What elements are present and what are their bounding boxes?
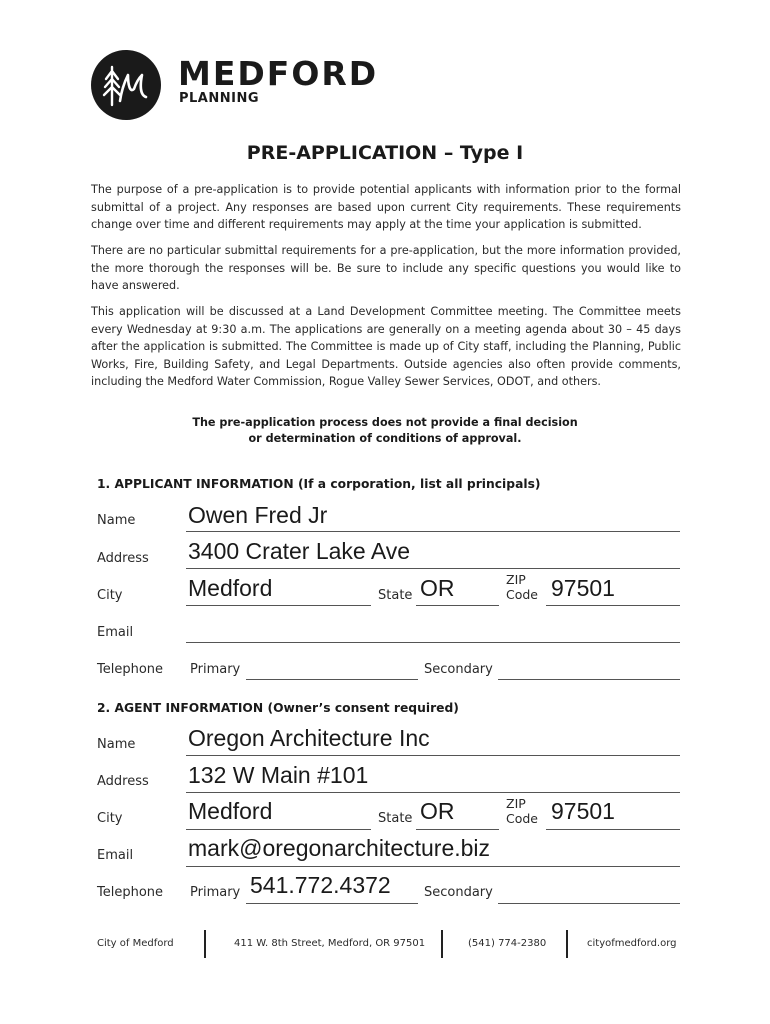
- agent-telephone-label: Telephone: [97, 885, 164, 900]
- agent-address-field[interactable]: [186, 792, 680, 793]
- tree-logo-icon: [90, 49, 162, 121]
- applicant-email-label: Email: [97, 625, 134, 640]
- agent-address-value: 132 W Main #101: [188, 762, 369, 788]
- agent-city-label: City: [97, 811, 123, 826]
- agent-email-label: Email: [97, 848, 134, 863]
- logo-subtitle: PLANNING: [179, 91, 260, 106]
- applicant-secondary-phone-field[interactable]: [498, 679, 680, 680]
- intro-paragraph: The purpose of a pre-application is to provide potential applicants with information prior to the formal submittal of a project. Any responses are based upon current City requirements. These requirements change over time and different requirements may apply at the time your application is submitted.: [91, 183, 681, 232]
- applicant-address-label: Address: [97, 551, 149, 566]
- applicant-zip-value: 97501: [551, 575, 615, 601]
- applicant-city-value: Medford: [188, 575, 273, 601]
- footer-org: City of Medford: [97, 938, 174, 949]
- agent-secondary-phone-field[interactable]: [498, 903, 680, 904]
- applicant-primary-phone-field[interactable]: [246, 679, 418, 680]
- agent-zip-value: 97501: [551, 798, 615, 824]
- zip-label-line2: Code: [506, 587, 539, 602]
- agent-city-field[interactable]: [186, 829, 371, 830]
- committee-paragraph: This application will be discussed at a Land Development Committee meeting. The Committee meets every Wednesday at 9:30 a.m. The applications are generally on a meeting agenda about 30 – 45 days after the application is submitted. The Committee is made up of City staff, including the Planning, Public Works, Fire, Building Safety, and Legal Departments. Outside agencies also often provide comments, including the Medford Water Commission, Rogue Valley Sewer Services, ODOT, and others.: [91, 305, 681, 389]
- footer-phone: (541) 774-2380: [468, 938, 547, 949]
- agent-secondary-label: Secondary: [424, 885, 493, 900]
- applicant-name-value: Owen Fred Jr: [188, 502, 328, 528]
- footer-website[interactable]: cityofmedford.org: [587, 938, 677, 949]
- applicant-section-heading: 1. APPLICANT INFORMATION (If a corporation, list all principals): [97, 477, 541, 491]
- agent-name-value: Oregon Architecture Inc: [188, 725, 430, 751]
- footer-address: 411 W. 8th Street, Medford, OR 97501: [234, 938, 426, 949]
- applicant-secondary-label: Secondary: [424, 662, 493, 677]
- agent-state-value: OR: [420, 798, 455, 824]
- requirements-paragraph: There are no particular submittal requirements for a pre-application, but the more information provided, the more thorough the responses will be. Be sure to include any specific questions you would like to have answered.: [91, 244, 681, 293]
- agent-state-label: State: [378, 811, 413, 826]
- agent-zip-field[interactable]: [546, 829, 680, 830]
- applicant-name-label: Name: [97, 513, 136, 528]
- agent-primary-label: Primary: [190, 885, 241, 900]
- applicant-email-field[interactable]: [186, 642, 680, 643]
- applicant-zip-label: [506, 572, 538, 602]
- agent-city-value: Medford: [188, 798, 273, 824]
- agent-section-heading: 2. AGENT INFORMATION (Owner’s consent required): [97, 701, 459, 715]
- agent-address-label: Address: [97, 774, 149, 789]
- footer-divider: [441, 930, 443, 958]
- medford-planning-logo: [90, 46, 390, 126]
- agent-name-field[interactable]: [186, 755, 680, 756]
- applicant-state-label: State: [378, 588, 413, 603]
- applicant-city-field[interactable]: [186, 605, 371, 606]
- applicant-address-value: 3400 Crater Lake Ave: [188, 538, 411, 564]
- applicant-zip-field[interactable]: [546, 605, 680, 606]
- agent-primary-phone-field[interactable]: [246, 903, 418, 904]
- footer-divider: [566, 930, 568, 958]
- zip-label-line2: Code: [506, 811, 539, 826]
- logo-title: MEDFORD: [178, 54, 379, 93]
- page-title: PRE-APPLICATION – Type I: [246, 142, 524, 164]
- applicant-name-field[interactable]: [186, 531, 680, 532]
- agent-primary-phone-value: 541.772.4372: [250, 872, 391, 898]
- applicant-city-label: City: [97, 588, 123, 603]
- page-footer: [0, 930, 770, 960]
- notice-line-2: or determination of conditions of approval.: [248, 432, 522, 445]
- applicant-state-value: OR: [420, 575, 455, 601]
- notice-line-1: The pre-application process does not provide a final decision: [192, 416, 578, 429]
- agent-zip-label: [506, 796, 538, 826]
- applicant-primary-label: Primary: [190, 662, 241, 677]
- zip-label-line1: ZIP: [506, 572, 526, 587]
- zip-label-line1: ZIP: [506, 796, 526, 811]
- agent-email-field[interactable]: [186, 866, 680, 867]
- applicant-address-field[interactable]: [186, 568, 680, 569]
- agent-name-label: Name: [97, 737, 136, 752]
- notice-text: [150, 415, 620, 447]
- applicant-telephone-label: Telephone: [97, 662, 164, 677]
- agent-email-value: mark@oregonarchitecture.biz: [188, 835, 491, 861]
- applicant-state-field[interactable]: [416, 605, 499, 606]
- footer-divider: [204, 930, 206, 958]
- agent-state-field[interactable]: [416, 829, 499, 830]
